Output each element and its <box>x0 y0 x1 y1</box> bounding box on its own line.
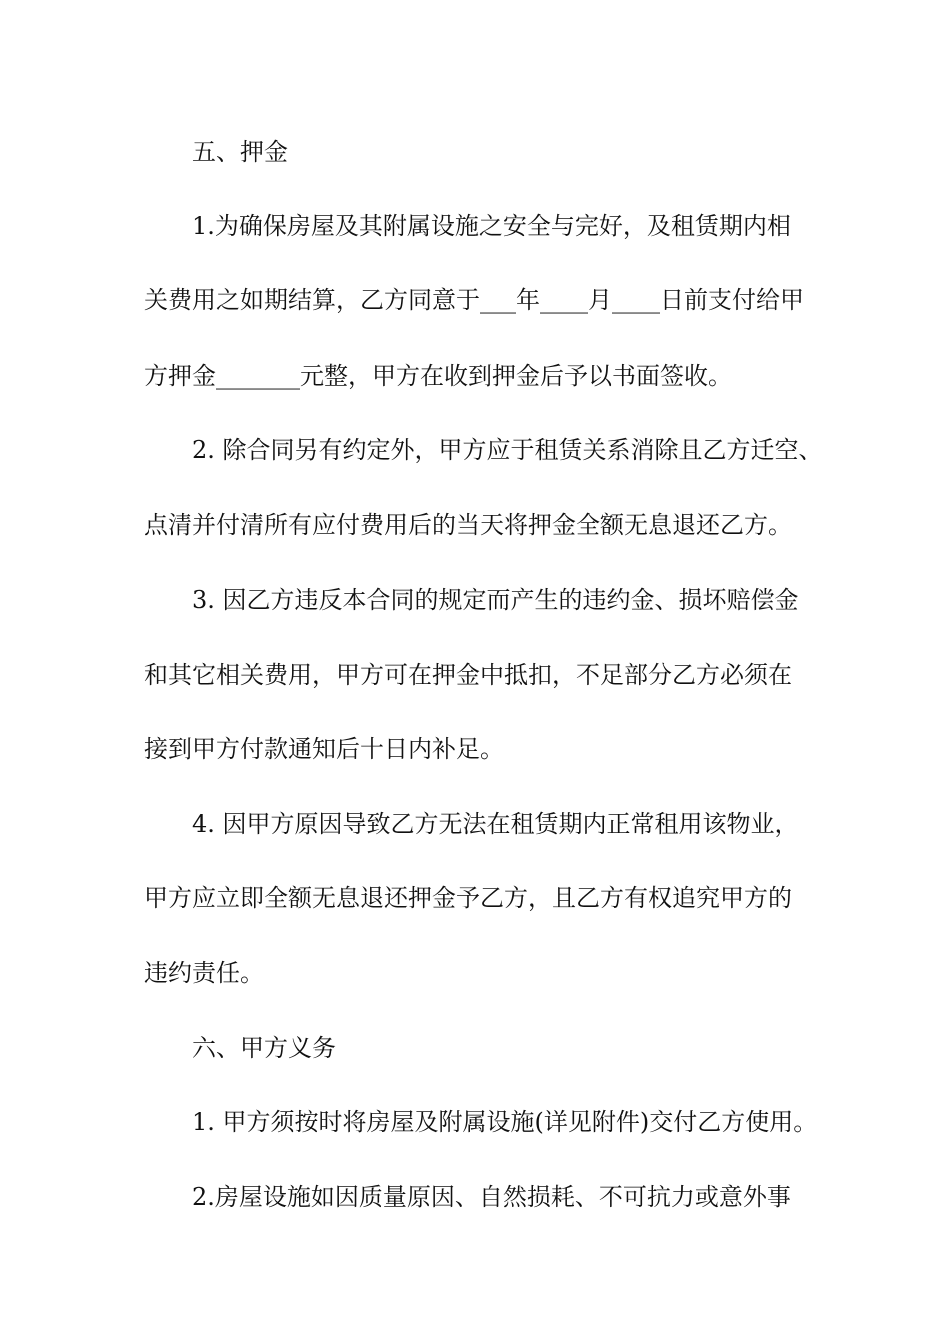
clause-line: 接到甲方付款通知后十日内补足。 <box>144 735 504 763</box>
section-heading-deposit: 五、押金 <box>192 138 288 166</box>
clause-line: 和其它相关费用，甲方可在押金中抵扣，不足部分乙方必须在 <box>144 661 792 689</box>
clause-line: 1. 甲方须按时将房屋及附属设施(详见附件)交付乙方使用。 <box>192 1108 818 1136</box>
clause-line: 点清并付清所有应付费用后的当天将押金全额无息退还乙方。 <box>144 511 792 539</box>
clause-line: 方押金_______元整，甲方在收到押金后予以书面签收。 <box>144 362 732 390</box>
clause-line: 2. 除合同另有约定外，甲方应于租赁关系消除且乙方迁空、 <box>192 436 823 464</box>
clause-line: 2.房屋设施如因质量原因、自然损耗、不可抗力或意外事 <box>192 1183 791 1211</box>
section-heading-lessor-obligations: 六、甲方义务 <box>192 1034 336 1062</box>
clause-line: 违约责任。 <box>144 959 264 987</box>
clause-line: 3. 因乙方违反本合同的规定而产生的违约金、损坏赔偿金 <box>192 586 799 614</box>
clause-line: 1.为确保房屋及其附属设施之安全与完好，及租赁期内相 <box>192 212 791 240</box>
clause-line: 关费用之如期结算，乙方同意于___年____月____日前支付给甲 <box>144 286 804 314</box>
clause-line: 甲方应立即全额无息退还押金予乙方，且乙方有权追究甲方的 <box>144 884 792 912</box>
clause-line: 4. 因甲方原因导致乙方无法在租赁期内正常租用该物业， <box>192 810 799 838</box>
